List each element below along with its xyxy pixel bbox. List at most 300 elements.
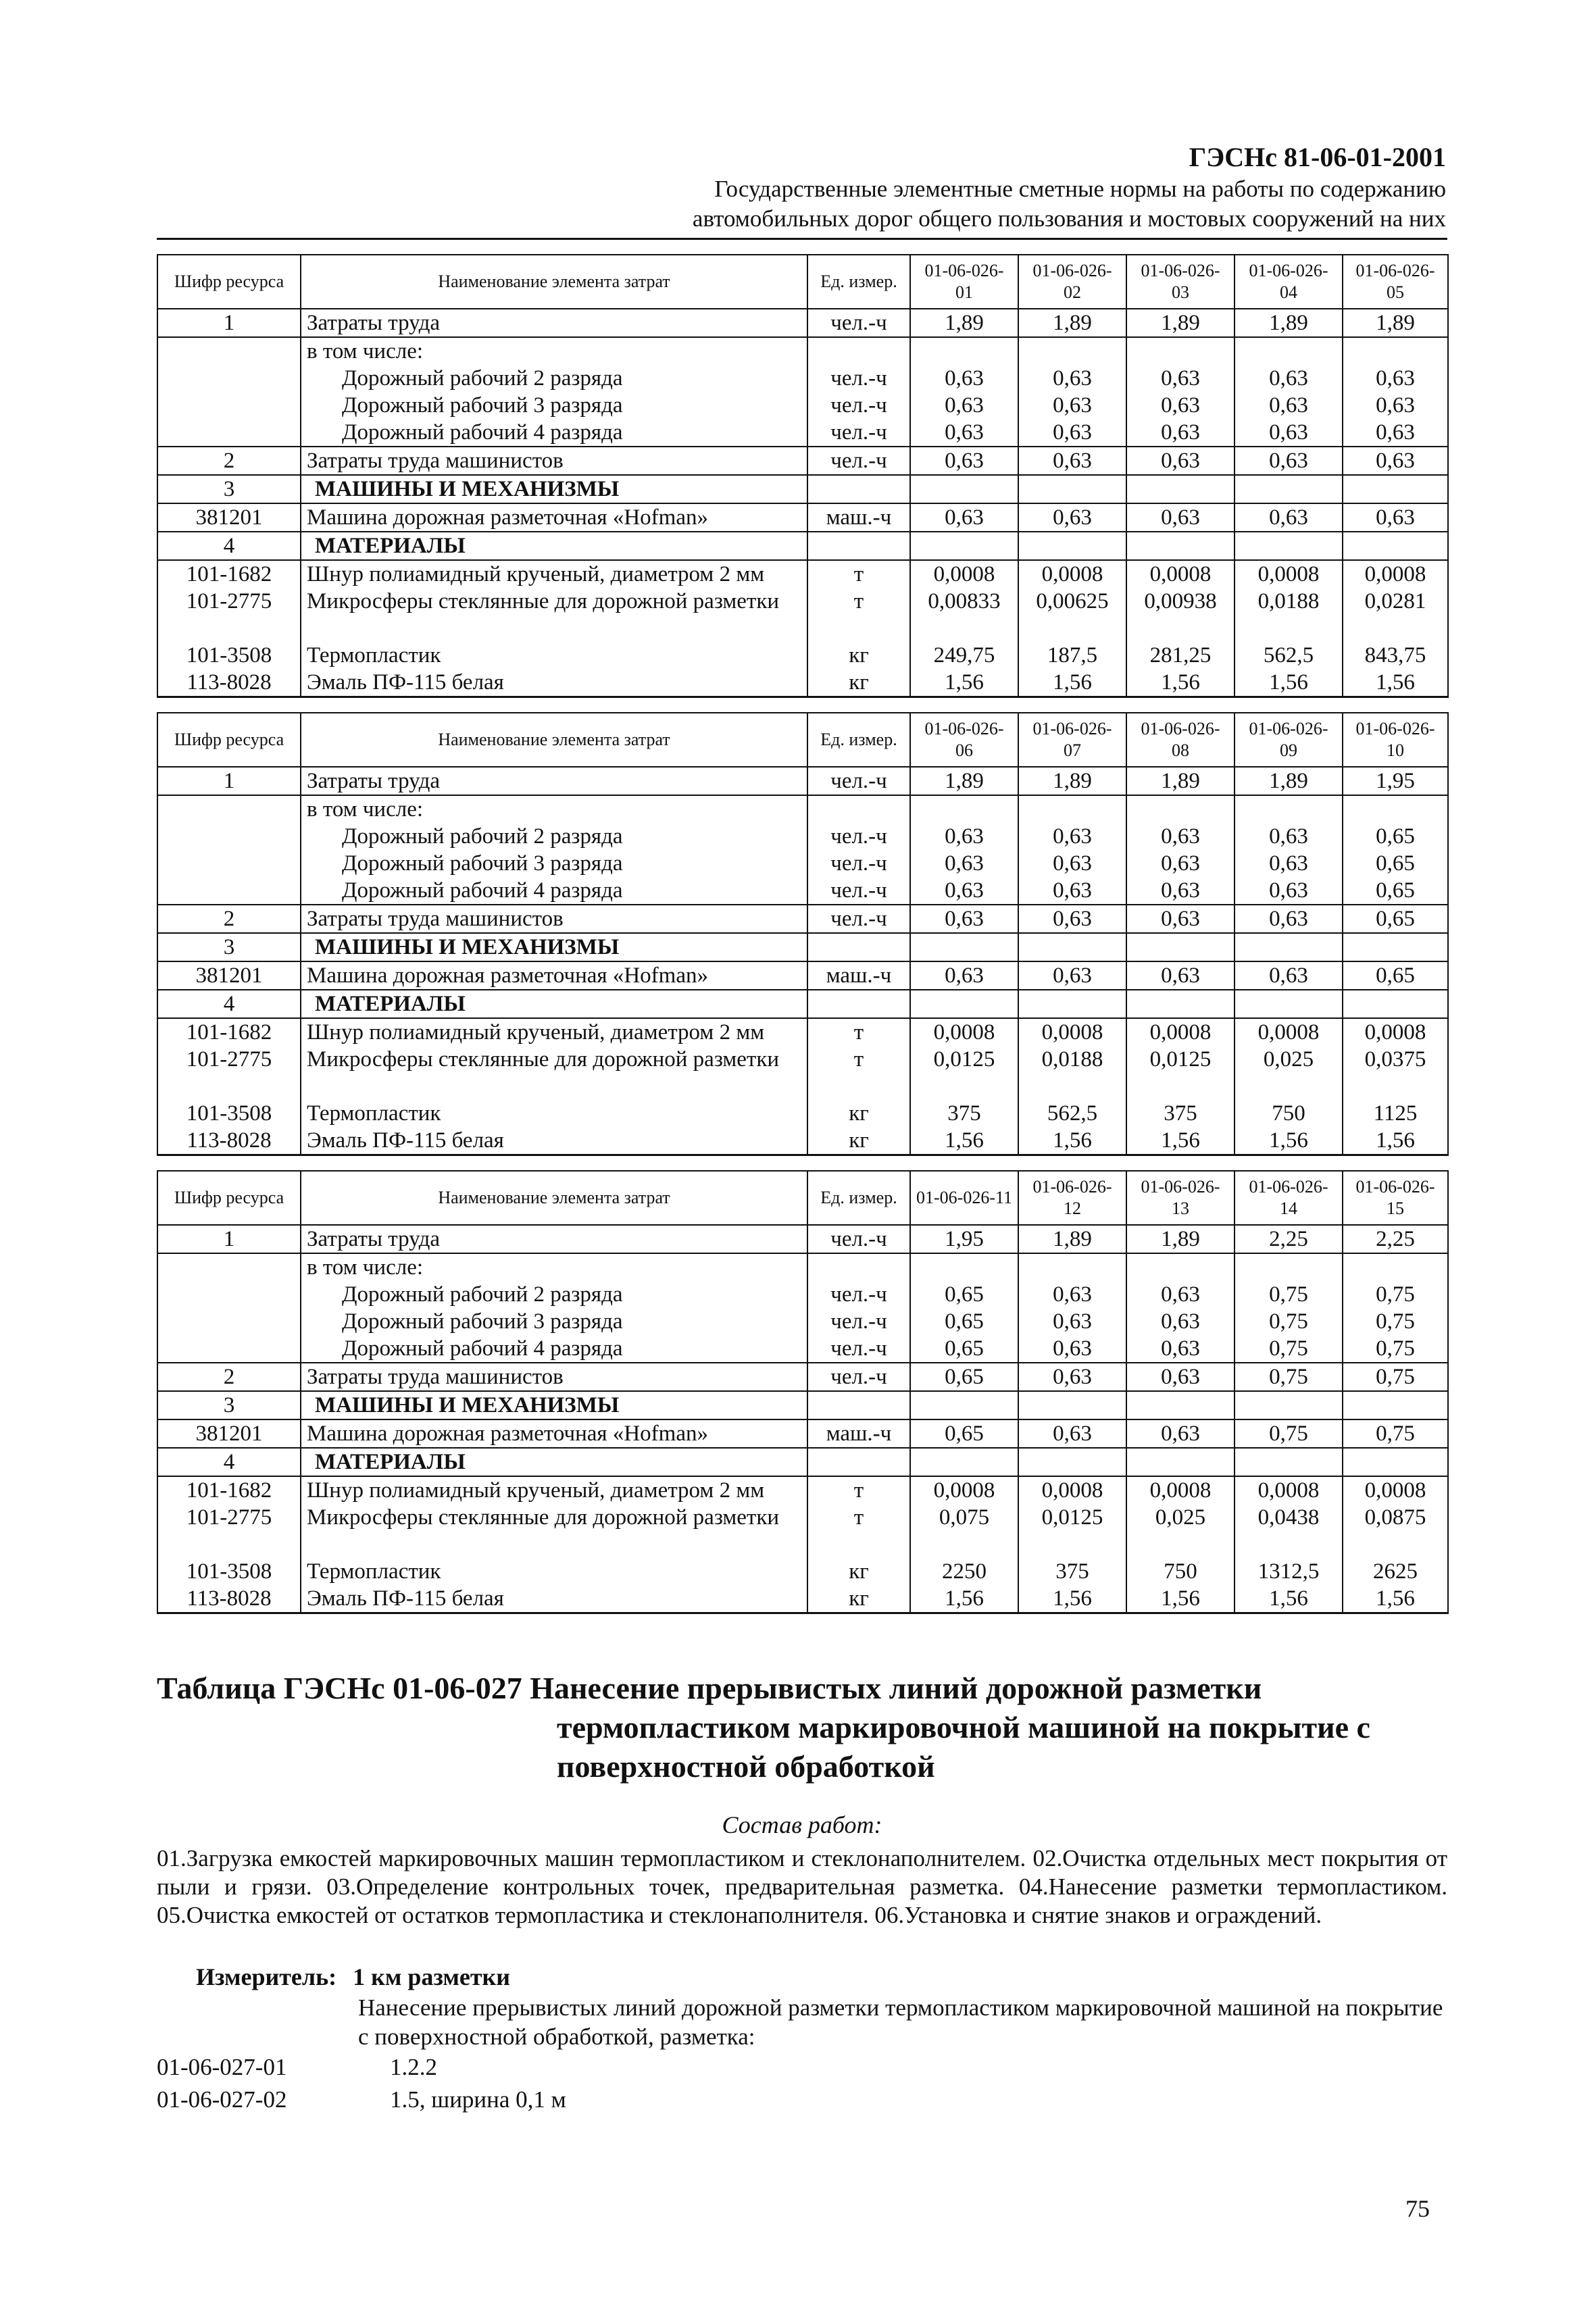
cell-value: 249,75 [910,642,1018,669]
col-header-name: Наименование элемента затрат [301,1171,807,1225]
cell-value: 0,0008 [1126,560,1235,588]
cell-name: Затраты труда машинистов [301,905,807,933]
cell-value: 0,63 [910,850,1018,877]
cell-value [1343,532,1448,560]
cell-value: 0,0008 [1235,560,1343,588]
cell-value: 0,0008 [1343,1018,1448,1046]
cell-unit: кг [807,1585,910,1613]
cell-value: 0,0008 [1343,560,1448,588]
cell-value [1018,532,1126,560]
cell-code [157,392,301,419]
col-header-norm: 01-06-026-12 [1018,1171,1126,1225]
cell-value: 1,95 [910,1225,1018,1253]
cell-value: 0,63 [910,905,1018,933]
cell-value [1343,1391,1448,1419]
cell-value [1235,933,1343,961]
cell-value [1018,475,1126,503]
cell-value: 0,75 [1343,1281,1448,1308]
cell-value: 0,63 [1018,419,1126,447]
cell-value [1126,1448,1235,1476]
cell-code: 113-8028 [157,1585,301,1613]
cell-name: Микросферы стеклянные для дорожной разметки [301,1504,807,1558]
table-row [157,905,1448,933]
table-row [157,1585,1448,1613]
cell-value [1235,475,1343,503]
table-row [157,1308,1448,1335]
section-title [157,1669,1447,1786]
table-row [157,850,1448,877]
cell-value [1343,337,1448,365]
cell-value [910,1391,1018,1419]
norm-item-code: 01-06-027-02 [157,2086,287,2113]
cell-code [157,850,301,877]
cell-value: 0,63 [1343,392,1448,419]
cell-value [1018,990,1126,1018]
col-header-norm: 01-06-026-07 [1018,713,1126,767]
cell-value: 0,63 [1018,905,1126,933]
col-header-norm: 01-06-026-11 [910,1171,1018,1225]
col-header-norm: 01-06-026-14 [1235,1171,1343,1225]
cell-name: Затраты труда [301,1225,807,1253]
table-row [157,1046,1448,1100]
cell-unit: т [807,1018,910,1046]
cell-unit: чел.-ч [807,309,910,337]
cell-unit: кг [807,1127,910,1155]
cell-value: 0,0008 [1018,1476,1126,1504]
col-header-code: Шифр ресурса [157,255,301,309]
cell-code: 4 [157,990,301,1018]
cell-value: 1,89 [1235,767,1343,795]
table-row [157,669,1448,697]
cell-unit: чел.-ч [807,823,910,850]
cell-value [1343,795,1448,823]
table-row [157,767,1448,795]
cell-unit: кг [807,669,910,697]
title-line-1: Таблица ГЭСНс 01-06-027 Нанесение прерывистых линий дорожной разметки [157,1671,1262,1705]
cell-value: 0,65 [1343,905,1448,933]
cell-name: Термопластик [301,1100,807,1127]
cell-value: 1,56 [1018,1127,1126,1155]
cell-value: 0,63 [1343,503,1448,532]
cell-value: 1,56 [1343,669,1448,697]
table-row [157,309,1448,337]
cell-code: 3 [157,475,301,503]
cell-value: 0,65 [1343,961,1448,990]
table-row [157,823,1448,850]
cell-value: 0,0008 [1018,1018,1126,1046]
measure-value: 1 км разметки [353,1963,511,1990]
cell-value: 0,075 [910,1504,1018,1558]
cell-code: 381201 [157,503,301,532]
cell-code: 101-2775 [157,1046,301,1100]
cell-value: 1,89 [910,767,1018,795]
col-header-norm: 01-06-026-02 [1018,255,1126,309]
cell-code: 2 [157,905,301,933]
cell-value: 0,0875 [1343,1504,1448,1558]
cell-value: 750 [1126,1558,1235,1585]
cell-value: 1,89 [1126,1225,1235,1253]
cell-value: 0,63 [1018,1281,1126,1308]
cell-name: МАТЕРИАЛЫ [301,1448,807,1476]
cell-code [157,877,301,905]
cell-value: 0,63 [1126,392,1235,419]
cell-value: 0,63 [1018,1363,1126,1391]
cell-value [1235,337,1343,365]
col-header-name: Наименование элемента затрат [301,255,807,309]
cell-unit: чел.-ч [807,1308,910,1335]
cell-name: Дорожный рабочий 4 разряда [301,1335,807,1363]
cell-unit: чел.-ч [807,767,910,795]
cell-name: МАШИНЫ И МЕХАНИЗМЫ [301,1391,807,1419]
cell-code: 101-1682 [157,1018,301,1046]
col-header-unit: Ед. измер. [807,713,910,767]
cell-value: 0,63 [910,447,1018,475]
cell-name: Дорожный рабочий 4 разряда [301,877,807,905]
resource-table [157,1170,1449,1614]
cell-value: 0,0008 [910,560,1018,588]
cell-code: 2 [157,447,301,475]
cell-value: 0,65 [1343,877,1448,905]
cell-value: 0,65 [910,1419,1018,1448]
table-row [157,1448,1448,1476]
table-row [157,1253,1448,1281]
cell-value [1235,1391,1343,1419]
cell-value: 2,25 [1235,1225,1343,1253]
col-header-norm: 01-06-026-05 [1343,255,1448,309]
cell-unit: чел.-ч [807,1335,910,1363]
cell-code: 4 [157,532,301,560]
cell-unit: т [807,1476,910,1504]
cell-code: 113-8028 [157,669,301,697]
cell-value: 0,75 [1235,1363,1343,1391]
cell-value [1018,1448,1126,1476]
cell-value: 1,56 [1343,1127,1448,1155]
cell-name: МАШИНЫ И МЕХАНИЗМЫ [301,475,807,503]
cell-value: 0,63 [1235,503,1343,532]
cell-name: Дорожный рабочий 2 разряда [301,1281,807,1308]
cell-unit [807,1448,910,1476]
cell-unit: кг [807,642,910,669]
cell-name: Дорожный рабочий 3 разряда [301,392,807,419]
cell-value: 0,63 [1126,419,1235,447]
cell-name: Машина дорожная разметочная «Hofman» [301,1419,807,1448]
cell-name: МАТЕРИАЛЫ [301,990,807,1018]
cell-unit: маш.-ч [807,961,910,990]
table-row [157,475,1448,503]
cell-value: 0,63 [1235,365,1343,392]
cell-code: 3 [157,933,301,961]
cell-value: 750 [1235,1100,1343,1127]
cell-value: 1,89 [1343,309,1448,337]
cell-value [1343,1448,1448,1476]
cell-name: Дорожный рабочий 2 разряда [301,365,807,392]
norm-item [157,2086,566,2113]
cell-value: 0,00938 [1126,588,1235,642]
cell-value [910,1253,1018,1281]
cell-value: 0,0008 [910,1018,1018,1046]
cell-value: 0,63 [1235,905,1343,933]
cell-value: 0,63 [1018,365,1126,392]
table-row [157,532,1448,560]
cell-unit: чел.-ч [807,447,910,475]
col-header-unit: Ед. измер. [807,255,910,309]
cell-code: 101-1682 [157,1476,301,1504]
cell-unit: маш.-ч [807,1419,910,1448]
col-header-norm: 01-06-026-09 [1235,713,1343,767]
cell-value: 0,63 [1018,392,1126,419]
cell-value: 1,56 [1343,1585,1448,1613]
cell-value: 1,56 [1018,669,1126,697]
cell-value: 0,0375 [1343,1046,1448,1100]
title-line-2: термопластиком маркировочной машиной на покрытие с [557,1710,1370,1744]
cell-code: 1 [157,767,301,795]
cell-value: 1,89 [1126,309,1235,337]
cell-value [910,532,1018,560]
table-row [157,560,1448,588]
table-row [157,990,1448,1018]
cell-value: 0,63 [1018,447,1126,475]
cell-value: 1312,5 [1235,1558,1343,1585]
measure [196,1963,510,1991]
cell-value: 1,56 [1018,1585,1126,1613]
cell-value: 0,0125 [1018,1504,1126,1558]
cell-value: 0,63 [1235,823,1343,850]
cell-code: 101-3508 [157,1100,301,1127]
cell-code: 1 [157,309,301,337]
cell-name: МАШИНЫ И МЕХАНИЗМЫ [301,933,807,961]
cell-value: 375 [1126,1100,1235,1127]
cell-value: 0,63 [1235,877,1343,905]
cell-value [910,475,1018,503]
cell-value: 0,63 [910,365,1018,392]
cell-value: 1,56 [1235,669,1343,697]
cell-value: 0,63 [1343,419,1448,447]
cell-value: 0,63 [1126,961,1235,990]
table-row [157,1335,1448,1363]
cell-value: 562,5 [1018,1100,1126,1127]
cell-value: 0,63 [1018,877,1126,905]
cell-name: Машина дорожная разметочная «Hofman» [301,503,807,532]
cell-value: 0,0008 [1235,1476,1343,1504]
table-row [157,1225,1448,1253]
cell-value [1018,933,1126,961]
cell-value: 1,89 [1018,1225,1126,1253]
cell-value: 0,75 [1235,1335,1343,1363]
cell-unit: т [807,1046,910,1100]
cell-value: 2250 [910,1558,1018,1585]
cell-value: 0,63 [910,419,1018,447]
cell-value: 1,56 [1126,1127,1235,1155]
table-row [157,1391,1448,1419]
cell-code: 2 [157,1363,301,1391]
header-line-2: автомобильных дорог общего пользования и мостовых сооружений на них [692,205,1446,232]
cell-code: 101-2775 [157,588,301,642]
cell-name: Дорожный рабочий 2 разряда [301,823,807,850]
cell-unit [807,1253,910,1281]
cell-value: 0,63 [1126,905,1235,933]
norm-item [157,2054,437,2081]
cell-value: 0,0008 [1343,1476,1448,1504]
cell-value: 0,0188 [1235,588,1343,642]
cell-value [1343,933,1448,961]
cell-value: 0,025 [1235,1046,1343,1100]
cell-value: 0,63 [1235,392,1343,419]
cell-value [1126,795,1235,823]
cell-value: 0,63 [1126,365,1235,392]
table-row [157,365,1448,392]
cell-value [1018,337,1126,365]
cell-value [1235,1253,1343,1281]
cell-value [1018,1391,1126,1419]
cell-value: 0,63 [1235,850,1343,877]
cell-unit [807,337,910,365]
cell-value [1126,337,1235,365]
table-row [157,1281,1448,1308]
cell-value: 2625 [1343,1558,1448,1585]
cell-value: 562,5 [1235,642,1343,669]
table-row [157,337,1448,365]
table-row [157,1419,1448,1448]
cell-value [1126,532,1235,560]
cell-value: 0,63 [910,823,1018,850]
cell-value [1126,990,1235,1018]
cell-unit: чел.-ч [807,365,910,392]
table-row [157,795,1448,823]
cell-value: 0,63 [1126,850,1235,877]
cell-code: 1 [157,1225,301,1253]
cell-code: 101-3508 [157,1558,301,1585]
cell-value: 1125 [1343,1100,1448,1127]
cell-value [1126,933,1235,961]
cell-value: 1,56 [1235,1127,1343,1155]
table-row [157,1363,1448,1391]
page-number: 75 [1405,2195,1430,2222]
cell-value: 1,89 [1018,767,1126,795]
cell-unit [807,1391,910,1419]
cell-value: 0,0008 [910,1476,1018,1504]
table-row [157,1476,1448,1504]
cell-value: 0,63 [1343,447,1448,475]
col-header-norm: 01-06-026-03 [1126,255,1235,309]
table-row [157,1100,1448,1127]
cell-unit: чел.-ч [807,850,910,877]
cell-value: 0,0008 [1018,560,1126,588]
cell-unit [807,990,910,1018]
cell-value: 843,75 [1343,642,1448,669]
cell-name: Эмаль ПФ-115 белая [301,669,807,697]
cell-unit [807,475,910,503]
cell-value: 0,0008 [1126,1476,1235,1504]
cell-value: 0,63 [1018,961,1126,990]
cell-value: 1,89 [1235,309,1343,337]
cell-value: 0,63 [1235,419,1343,447]
cell-code [157,823,301,850]
cell-value: 0,63 [1126,1419,1235,1448]
cell-unit: маш.-ч [807,503,910,532]
norm-description: Нанесение прерывистых линий дорожной разметки термопластиком маркировочной машиной на покрытие с поверхностной обработкой, разметка: [358,1994,1443,2050]
cell-value: 0,75 [1235,1419,1343,1448]
cell-value: 0,75 [1235,1308,1343,1335]
cell-value [910,933,1018,961]
cell-name: Дорожный рабочий 3 разряда [301,1308,807,1335]
cell-value: 0,63 [1126,1335,1235,1363]
cell-value: 0,65 [910,1281,1018,1308]
col-header-norm: 01-06-026-06 [910,713,1018,767]
col-header-unit: Ед. измер. [807,1171,910,1225]
table-row [157,1558,1448,1585]
cell-unit [807,933,910,961]
cell-name: Микросферы стеклянные для дорожной разметки [301,588,807,642]
cell-unit: чел.-ч [807,1363,910,1391]
cell-name: Шнур полиамидный крученый, диаметром 2 мм [301,1018,807,1046]
col-header-code: Шифр ресурса [157,713,301,767]
cell-value [1126,475,1235,503]
cell-value: 0,025 [1126,1504,1235,1558]
cell-value: 0,0008 [1235,1018,1343,1046]
cell-value: 0,65 [910,1308,1018,1335]
table-header-row [157,713,1448,767]
cell-name: в том числе: [301,795,807,823]
cell-code [157,795,301,823]
cell-value: 187,5 [1018,642,1126,669]
cell-unit: чел.-ч [807,1281,910,1308]
cell-value: 0,63 [1018,1335,1126,1363]
norm-item-value: 1.5, ширина 0,1 м [390,2086,566,2113]
cell-value: 0,63 [1018,823,1126,850]
cell-value: 0,63 [910,961,1018,990]
col-header-code: Шифр ресурса [157,1171,301,1225]
measure-label: Измеритель: [196,1963,337,1990]
cell-name: Затраты труда [301,767,807,795]
cell-value: 0,63 [1126,1281,1235,1308]
cell-value: 0,63 [1126,503,1235,532]
table-row [157,392,1448,419]
header-line-1: Государственные элементные сметные нормы на работы по содержанию [714,176,1446,202]
cell-value: 0,63 [1018,503,1126,532]
cell-value [1235,990,1343,1018]
cell-name: Микросферы стеклянные для дорожной разметки [301,1046,807,1100]
cell-code: 101-3508 [157,642,301,669]
table-header-row [157,1171,1448,1225]
cell-name: Шнур полиамидный крученый, диаметром 2 мм [301,560,807,588]
cell-value: 375 [1018,1558,1126,1585]
cell-value: 0,0125 [1126,1046,1235,1100]
cell-value: 0,63 [1018,1419,1126,1448]
cell-value [1343,990,1448,1018]
cell-name: Эмаль ПФ-115 белая [301,1585,807,1613]
cell-name: Затраты труда [301,309,807,337]
cell-value [910,1448,1018,1476]
header-rule [157,238,1447,240]
col-header-norm: 01-06-026-01 [910,255,1018,309]
cell-value: 1,89 [1126,767,1235,795]
cell-code [157,1281,301,1308]
cell-value: 1,56 [1235,1585,1343,1613]
cell-unit: чел.-ч [807,877,910,905]
cell-value: 0,0438 [1235,1504,1343,1558]
cell-value: 375 [910,1100,1018,1127]
cell-value: 0,75 [1343,1308,1448,1335]
cell-value: 0,65 [1343,823,1448,850]
cell-code: 4 [157,1448,301,1476]
cell-value: 0,63 [1235,447,1343,475]
cell-value: 1,56 [910,1585,1018,1613]
cell-name: Дорожный рабочий 4 разряда [301,419,807,447]
norm-item-code: 01-06-027-01 [157,2054,287,2080]
cell-name: МАТЕРИАЛЫ [301,532,807,560]
table-row [157,1127,1448,1155]
cell-value: 0,65 [910,1363,1018,1391]
